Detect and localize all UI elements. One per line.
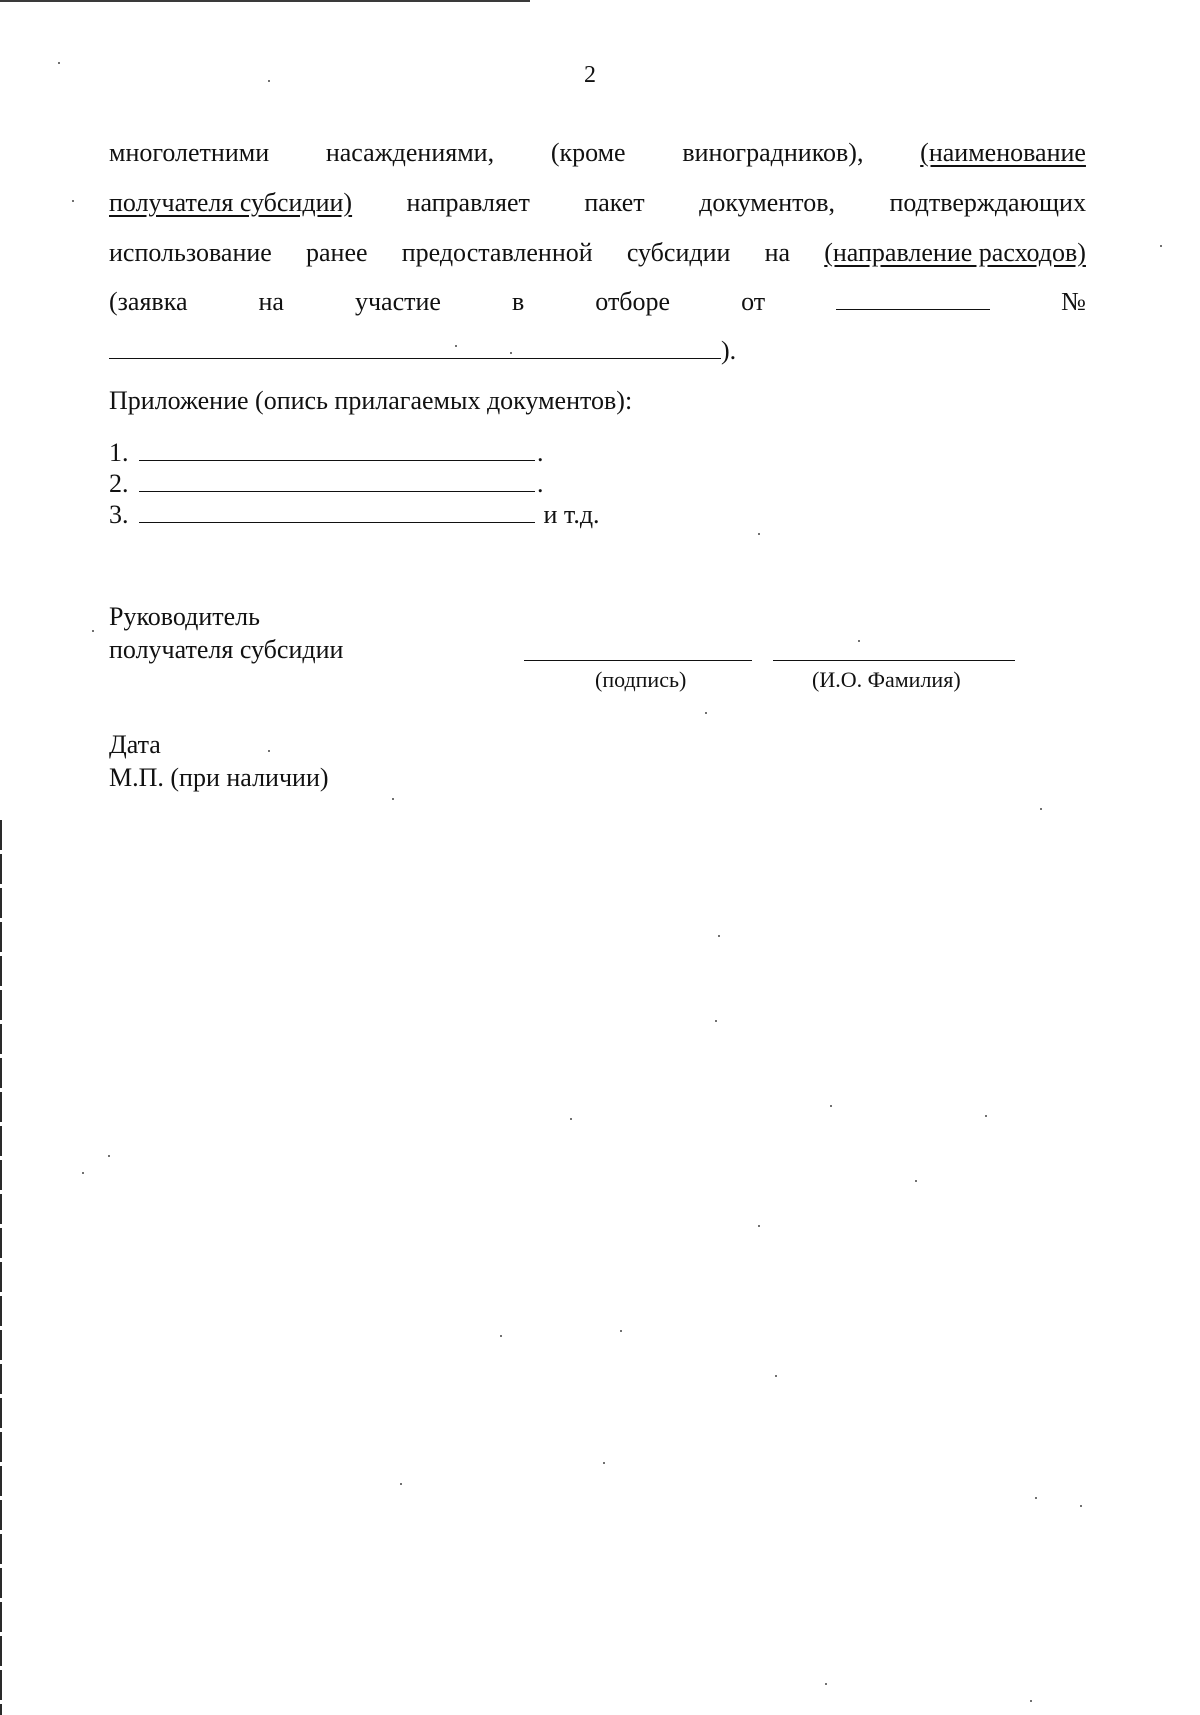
signature-blank-field[interactable] <box>524 660 752 661</box>
list-item-suffix: . <box>537 469 544 498</box>
word: на <box>258 287 284 316</box>
name-blank-field[interactable] <box>773 660 1015 661</box>
scan-speck <box>58 62 60 64</box>
page-number: 2 <box>584 62 596 88</box>
closing-punctuation: ). <box>721 336 737 365</box>
date-stamp-block <box>109 728 329 794</box>
name-caption: (И.О. Фамилия) <box>812 667 961 692</box>
word: направляет <box>406 188 530 217</box>
word: в <box>511 287 525 316</box>
word: отборе <box>595 287 671 316</box>
word: ранее <box>306 238 368 267</box>
scan-top-edge <box>0 0 530 2</box>
scan-speck <box>72 200 74 202</box>
scan-speck <box>775 1375 777 1377</box>
scan-speck <box>570 1118 572 1120</box>
scan-speck <box>1035 1497 1037 1499</box>
word: предоставленной <box>401 238 593 267</box>
scan-speck <box>858 640 860 642</box>
word: многолетними <box>109 138 270 167</box>
signer-role-line-1: Руководитель <box>109 602 260 631</box>
word: субсидии <box>626 238 731 267</box>
word: участие <box>354 287 441 316</box>
scan-speck <box>1040 808 1042 810</box>
scan-speck <box>400 1483 402 1485</box>
scan-speck <box>392 798 394 800</box>
scan-speck <box>510 352 512 354</box>
list-item-number: 1. <box>109 438 129 467</box>
date-label: Дата <box>109 730 161 759</box>
scan-speck <box>715 1020 717 1022</box>
appendix-list <box>109 437 600 530</box>
list-item <box>109 437 600 468</box>
word: от <box>741 287 766 316</box>
scan-speck <box>915 1180 917 1182</box>
stamp-label: М.П. (при наличии) <box>109 763 329 792</box>
signer-role-line-2: получателя субсидии <box>109 635 344 664</box>
scan-speck <box>620 1330 622 1332</box>
scan-speck <box>825 1683 827 1685</box>
signer-block <box>109 600 343 666</box>
scan-speck <box>1080 1505 1082 1507</box>
list-item-suffix: . <box>537 438 544 467</box>
scan-speck <box>500 1335 502 1337</box>
appendix-title: Приложение (опись прилагаемых документов): <box>109 386 633 415</box>
scan-speck <box>718 935 720 937</box>
paragraph-line-4 <box>109 287 1086 317</box>
list-item-suffix: и т.д. <box>537 500 600 529</box>
scan-speck <box>830 1105 832 1107</box>
word: виноградников), <box>682 138 864 167</box>
paragraph-line-1 <box>109 138 1086 168</box>
paragraph-line-5 <box>109 334 736 366</box>
scan-speck <box>455 345 457 347</box>
list-item-blank-field[interactable] <box>139 500 535 523</box>
date-blank-field[interactable] <box>836 289 990 310</box>
signature-caption: (подпись) <box>595 667 687 692</box>
word: документов, <box>699 188 835 217</box>
placeholder-recipient-name-end: получателя субсидии) <box>109 188 353 217</box>
word: использование <box>109 238 272 267</box>
word: (кроме <box>550 138 626 167</box>
scan-speck <box>758 533 760 535</box>
scan-speck <box>268 750 270 752</box>
paragraph-line-3 <box>109 238 1086 268</box>
paragraph-line-2 <box>109 188 1086 218</box>
scan-left-edge <box>0 820 2 1715</box>
scan-speck <box>603 1462 605 1464</box>
word: пакет <box>584 188 645 217</box>
scan-speck <box>1030 1700 1032 1702</box>
scan-speck <box>1160 245 1162 247</box>
list-item-blank-field[interactable] <box>139 469 535 492</box>
scan-speck <box>705 712 707 714</box>
scan-speck <box>92 630 94 632</box>
list-item-number: 2. <box>109 469 129 498</box>
word: подтверждающих <box>889 188 1086 217</box>
application-number-blank-field[interactable] <box>109 334 721 359</box>
scan-speck <box>108 1155 110 1157</box>
scan-speck <box>758 1225 760 1227</box>
scan-speck <box>268 80 270 82</box>
list-item <box>109 468 600 499</box>
word: на <box>764 238 791 267</box>
list-item-number: 3. <box>109 500 129 529</box>
scan-speck <box>82 1172 84 1174</box>
list-item-blank-field[interactable] <box>139 438 535 461</box>
word: насаждениями, <box>325 138 495 167</box>
word: (заявка <box>109 287 188 316</box>
list-item <box>109 499 600 530</box>
placeholder-expense-direction: (направление расходов) <box>824 238 1086 267</box>
number-sign: № <box>1061 287 1086 316</box>
scan-speck <box>985 1115 987 1117</box>
placeholder-recipient-name-start: (наименование <box>920 138 1086 167</box>
